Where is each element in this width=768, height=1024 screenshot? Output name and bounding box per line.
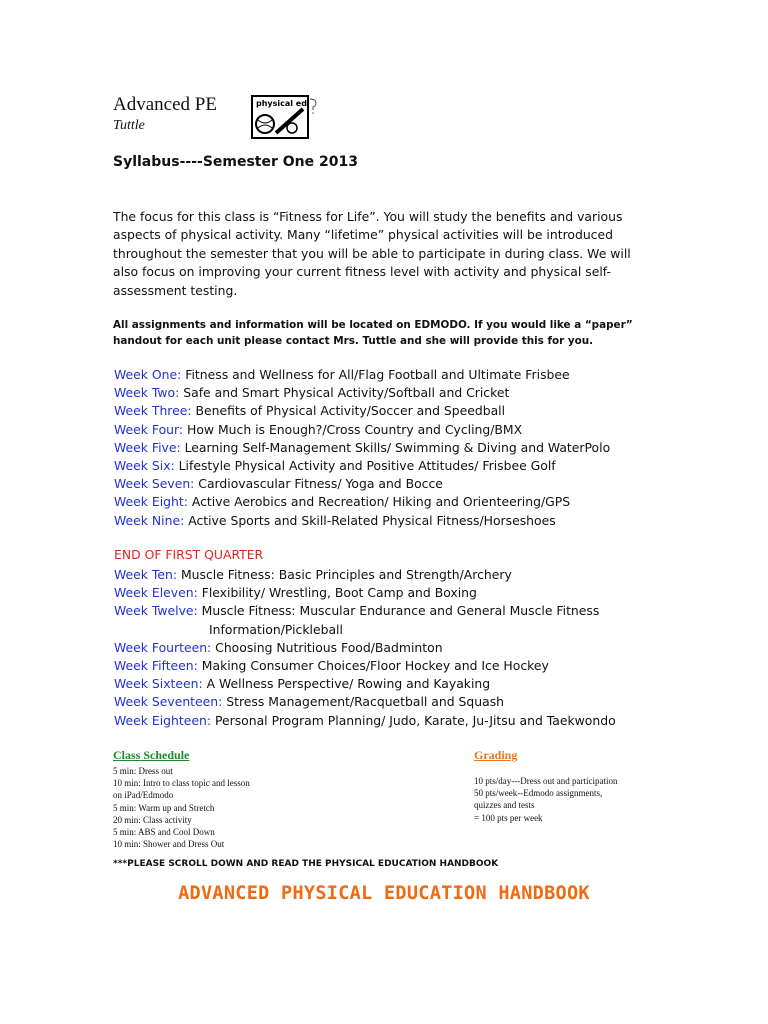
week-row [114, 421, 610, 439]
week-topic: Cardiovascular Fitness/ Yoga and Bocce [194, 476, 443, 492]
schedule-line: 5 min: ABS and Cool Down [113, 827, 215, 838]
course-title: Advanced PE [113, 94, 217, 115]
end-of-quarter-marker: END OF FIRST QUARTER [114, 547, 264, 562]
schedule-line: 20 min: Class activity [113, 814, 192, 825]
week-label: Week Ten: [114, 567, 177, 582]
grading-line: quizzes and tests [474, 800, 535, 811]
grading-list [474, 775, 617, 824]
note-line: handout for each unit please contact Mrs. Tuttle and she will provide this for you. [113, 335, 594, 347]
week-label: Week Three: [114, 403, 192, 419]
week-row [114, 402, 610, 420]
grading-line: 50 pts/week--Edmodo assignments, [474, 788, 603, 799]
week-row [114, 384, 610, 402]
week-label: Week Eleven: [114, 585, 198, 601]
intro-line: assessment testing. [113, 282, 238, 298]
intro-line: The focus for this class is “Fitness for Life”. You will study the benefits and various [113, 209, 623, 224]
week-row [114, 366, 610, 384]
intro-line: aspects of physical activity. Many “lifetime” physical activities will be introduced [113, 227, 613, 243]
week-topic: Benefits of Physical Activity/Soccer and Speedball [191, 403, 506, 419]
schedule-line: 5 min: Dress out [113, 766, 173, 776]
schedule-line: 5 min: Warm up and Stretch [113, 802, 215, 813]
edmodo-note [113, 317, 673, 349]
second-quarter-schedule [114, 566, 616, 730]
week-label: Week Sixteen: [114, 676, 203, 692]
week-label: Week Fourteen: [114, 639, 212, 655]
week-topic: A Wellness Perspective/ Rowing and Kayaking [202, 676, 491, 692]
week-row [114, 493, 610, 511]
sports-equipment-logo-icon [248, 93, 324, 141]
week-label: Week Seventeen: [114, 694, 223, 710]
week-row [114, 512, 610, 530]
schedule-line: on iPad/Edmodo [113, 790, 174, 801]
week-topic: Choosing Nutritious Food/Badminton [211, 639, 443, 655]
week-topic: Making Consumer Choices/Floor Hockey and Ice Hockey [197, 658, 549, 674]
week-label: Week Two: [114, 385, 180, 401]
week-row [114, 712, 616, 730]
week-row [114, 457, 610, 475]
grading-title: Grading [474, 748, 518, 762]
week-topic-continuation: Information/Pickleball [209, 621, 343, 637]
teacher-name: Tuttle [113, 118, 145, 133]
week-label: Week One: [114, 367, 182, 382]
schedule-line: 10 min: Intro to class topic and lesson [113, 778, 250, 789]
intro-line: also focus on improving your current fitness level with activity and physical self- [113, 264, 611, 280]
week-label: Week Five: [114, 439, 181, 455]
note-line: All assignments and information will be located on EDMODO. If you would like a “paper” [113, 319, 633, 331]
week-topic: Safe and Smart Physical Activity/Softball and Cricket [179, 385, 510, 401]
week-row [114, 693, 616, 711]
week-row [114, 584, 616, 602]
scroll-down-note: ***PLEASE SCROLL DOWN AND READ THE PHYSICAL EDUCATION HANDBOOK [113, 859, 499, 869]
grading-line: = 100 pts per week [474, 812, 543, 823]
week-label: Week Four: [114, 421, 184, 437]
week-topic: Stress Management/Racquetball and Squash [222, 694, 505, 710]
week-topic: Muscle Fitness: Muscular Endurance and General Muscle Fitness [197, 603, 600, 619]
intro-line: throughout the semester that you will be able to participate in during class. We will [113, 245, 631, 261]
week-row [114, 657, 616, 675]
handbook-title: ADVANCED PHYSICAL EDUCATION HANDBOOK [178, 883, 590, 904]
week-row [114, 439, 610, 457]
class-schedule-title: Class Schedule [113, 748, 190, 762]
week-topic: Muscle Fitness: Basic Principles and Strength/Archery [177, 567, 512, 582]
week-topic: How Much is Enough?/Cross Country and Cycling/BMX [183, 421, 523, 437]
week-label: Week Eight: [114, 494, 188, 510]
week-label: Week Fifteen: [114, 658, 198, 674]
week-topic: Lifestyle Physical Activity and Positive Attitudes/ Frisbee Golf [174, 458, 556, 474]
week-topic: Learning Self-Management Skills/ Swimming & Diving and WaterPolo [180, 439, 611, 455]
week-topic: Personal Program Planning/ Judo, Karate, Ju-Jitsu and Taekwondo [211, 712, 616, 728]
syllabus-heading: Syllabus----Semester One 2013 [113, 154, 358, 170]
first-quarter-schedule [114, 366, 610, 530]
grading-line: 10 pts/day---Dress out and participation [474, 776, 618, 786]
week-topic: Flexibility/ Wrestling, Boot Camp and Boxing [197, 585, 477, 601]
intro-paragraph [113, 208, 653, 300]
week-row [114, 675, 616, 693]
week-topic: Active Aerobics and Recreation/ Hiking and Orienteering/GPS [187, 494, 571, 510]
week-row [114, 566, 616, 584]
week-label: Week Seven: [114, 476, 195, 492]
week-topic: Active Sports and Skill-Related Physical Fitness/Horseshoes [184, 512, 556, 528]
week-row [114, 475, 610, 493]
schedule-line: 10 min: Shower and Dress Out [113, 839, 225, 850]
week-label: Week Nine: [114, 512, 185, 528]
week-row [114, 639, 616, 657]
week-label: Week Twelve: [114, 603, 198, 619]
week-topic: Fitness and Wellness for All/Flag Football and Ultimate Frisbee [181, 367, 570, 382]
week-row [114, 602, 616, 620]
week-label: Week Six: [114, 458, 175, 474]
week-label: Week Eighteen: [114, 712, 212, 728]
class-schedule-list [113, 765, 250, 850]
logo-text: physical ed [256, 99, 307, 108]
